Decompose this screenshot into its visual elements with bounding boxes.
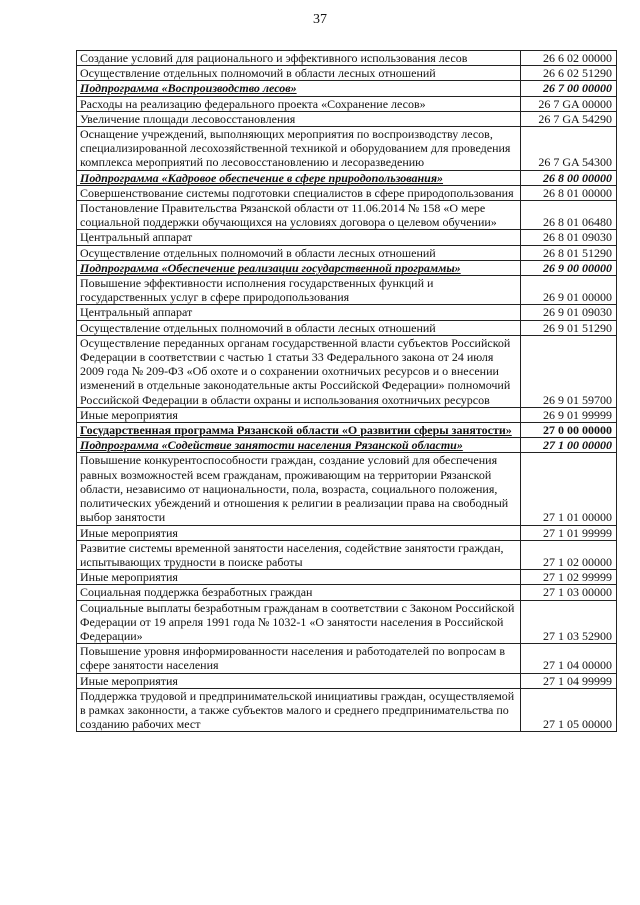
row-code: 27 0 00 00000 — [521, 423, 617, 438]
row-name-cell — [77, 66, 521, 81]
table-row — [77, 407, 617, 422]
table-row — [77, 585, 617, 600]
row-code: 27 1 01 00000 — [521, 453, 617, 525]
row-code: 26 8 01 09030 — [521, 230, 617, 245]
row-name-cell — [77, 570, 521, 585]
table-row — [77, 245, 617, 260]
row-code: 26 8 01 06480 — [521, 201, 617, 230]
row-code: 27 1 04 00000 — [521, 644, 617, 673]
row-name-cell — [77, 185, 521, 200]
row-code: 27 1 02 99999 — [521, 570, 617, 585]
row-name-cell — [77, 170, 521, 185]
row-name: Повышение уровня информированности населения и работодателей по вопросам в сфере занятости населения — [80, 644, 506, 673]
row-code: 26 9 01 00000 — [521, 276, 617, 305]
row-name: Расходы на реализацию федерального проекта «Сохранение лесов» — [80, 96, 426, 111]
row-name-cell — [77, 644, 521, 673]
row-name-cell — [77, 81, 521, 96]
row-name-cell — [77, 276, 521, 305]
row-code: 27 1 02 00000 — [521, 540, 617, 569]
row-name: Осуществление отдельных полномочий в области лесных отношений — [80, 245, 436, 260]
row-name: Центральный аппарат — [80, 230, 193, 245]
row-code: 26 9 01 09030 — [521, 305, 617, 320]
subprogram-row — [77, 438, 617, 453]
row-name-cell — [77, 320, 521, 335]
row-code: 26 9 00 00000 — [521, 260, 617, 275]
table-row — [77, 320, 617, 335]
row-name-cell — [77, 245, 521, 260]
row-name-cell — [77, 111, 521, 126]
table-row — [77, 540, 617, 569]
table-row — [77, 96, 617, 111]
row-name-cell — [77, 688, 521, 732]
row-name-cell — [77, 305, 521, 320]
table-row — [77, 688, 617, 732]
table-row — [77, 525, 617, 540]
row-name-cell — [77, 453, 521, 525]
row-name-cell — [77, 540, 521, 569]
table-row — [77, 185, 617, 200]
row-code: 27 1 04 99999 — [521, 673, 617, 688]
row-name: Центральный аппарат — [80, 305, 193, 320]
row-code: 26 7 GA 54290 — [521, 111, 617, 126]
row-name: Повышение эффективности исполнения государственных функций и государственных услуг в сфере природопользования — [80, 276, 434, 305]
table-row — [77, 51, 617, 66]
table-row — [77, 276, 617, 305]
row-code: 27 1 00 00000 — [521, 438, 617, 453]
table-body — [77, 51, 617, 732]
subprogram-row — [77, 170, 617, 185]
table-row — [77, 230, 617, 245]
row-name-cell — [77, 673, 521, 688]
budget-classification-table — [76, 50, 617, 732]
row-code: 27 1 03 00000 — [521, 585, 617, 600]
row-code: 27 1 05 00000 — [521, 688, 617, 732]
row-name-cell — [77, 230, 521, 245]
row-name-cell — [77, 127, 521, 171]
row-name: Иные мероприятия — [80, 407, 178, 422]
row-name-cell — [77, 335, 521, 407]
row-name: Государственная программа Рязанской области «О развитии сферы занятости» — [80, 423, 512, 438]
subprogram-row — [77, 260, 617, 275]
row-code: 26 8 01 00000 — [521, 185, 617, 200]
row-name-cell — [77, 260, 521, 275]
row-code: 26 8 00 00000 — [521, 170, 617, 185]
table-row — [77, 673, 617, 688]
row-name: Подпрограмма «Кадровое обеспечение в сфере природопользования» — [80, 170, 444, 185]
row-name: Социальная поддержка безработных граждан — [80, 585, 313, 600]
row-name-cell — [77, 423, 521, 438]
page-number: 37 — [313, 12, 327, 27]
row-name-cell — [77, 600, 521, 644]
table-row — [77, 111, 617, 126]
table-row — [77, 127, 617, 171]
row-code: 27 1 03 52900 — [521, 600, 617, 644]
row-name: Осуществление отдельных полномочий в области лесных отношений — [80, 320, 436, 335]
row-code: 27 1 01 99999 — [521, 525, 617, 540]
subprogram-row — [77, 81, 617, 96]
row-code: 26 7 GA 00000 — [521, 96, 617, 111]
table-row — [77, 305, 617, 320]
table-row — [77, 201, 617, 230]
state-program-row — [77, 423, 617, 438]
row-name: Развитие системы временной занятости населения, содействие занятости граждан, испытывающих трудности в поиске работы — [80, 540, 504, 569]
row-name: Подпрограмма «Содействие занятости населения Рязанской области» — [80, 438, 463, 453]
row-name-cell — [77, 585, 521, 600]
row-name: Иные мероприятия — [80, 525, 178, 540]
row-name: Подпрограмма «Воспроизводство лесов» — [80, 81, 297, 96]
row-code: 26 6 02 00000 — [521, 51, 617, 66]
row-code: 26 6 02 51290 — [521, 66, 617, 81]
row-name: Иные мероприятия — [80, 570, 178, 585]
row-name-cell — [77, 438, 521, 453]
row-name-cell — [77, 51, 521, 66]
table-row — [77, 600, 617, 644]
row-name-cell — [77, 407, 521, 422]
table-row — [77, 66, 617, 81]
table-row — [77, 335, 617, 407]
row-name: Иные мероприятия — [80, 673, 178, 688]
row-name: Постановление Правительства Рязанской области от 11.06.2014 № 158 «О мере социальной поддержки обучающихся на условиях договора о целевом обучении» — [80, 201, 497, 230]
row-code: 26 7 00 00000 — [521, 81, 617, 96]
row-code: 26 8 01 51290 — [521, 245, 617, 260]
row-name: Повышение конкурентоспособности граждан, создание условий для обеспечения равных возможностей всем гражданам, проживающим на территории Рязанской области, независимо от национальности, пола, возраста, социального положения, политических убеждений и отношения к религии в реализации права на свободный выбор занятости — [80, 453, 509, 525]
row-name: Оснащение учреждений, выполняющих мероприятия по воспроизводству лесов, специализированной лесохозяйственной техникой и оборудованием для проведения комплекса мероприятий по лесовосстановлению и лесоразведению — [80, 127, 511, 170]
row-code: 26 7 GA 54300 — [521, 127, 617, 171]
row-name: Увеличение площади лесовосстановления — [80, 111, 296, 126]
row-name-cell — [77, 525, 521, 540]
row-code: 26 9 01 59700 — [521, 335, 617, 407]
row-code: 26 9 01 51290 — [521, 320, 617, 335]
row-name-cell — [77, 201, 521, 230]
row-name: Осуществление переданных органам государственной власти субъектов Российской Федерации в соответствии с частью 1 статьи 33 Федерального закона от 24 июля 2009 года № 209-ФЗ «Об охоте и о сохранении охотничьих ресурсов и о внесении изменений в отдельные законодательные акты Российской Федерации» полномочий Российской Федерации в области охраны и использования охотничьих ресурсов — [80, 335, 511, 407]
row-name: Осуществление отдельных полномочий в области лесных отношений — [80, 66, 436, 81]
row-name: Подпрограмма «Обеспечение реализации государственной программы» — [80, 260, 461, 275]
row-name: Поддержка трудовой и предпринимательской инициативы граждан, осуществляемой в рамках законности, а также субъектов малого и среднего предпринимательства по созданию рабочих мест — [80, 688, 515, 732]
table-row — [77, 570, 617, 585]
row-name-cell — [77, 96, 521, 111]
table-row — [77, 644, 617, 673]
row-name: Создание условий для рационального и эффективного использования лесов — [80, 51, 468, 65]
row-code: 26 9 01 99999 — [521, 407, 617, 422]
row-name: Социальные выплаты безработным гражданам в соответствии с Законом Российской Федерации от 19 апреля 1991 года № 1032-1 «О занятости населения в Российской Федерации» — [80, 600, 515, 643]
row-name: Совершенствование системы подготовки специалистов в сфере природопользования — [80, 185, 514, 200]
table-row — [77, 453, 617, 525]
